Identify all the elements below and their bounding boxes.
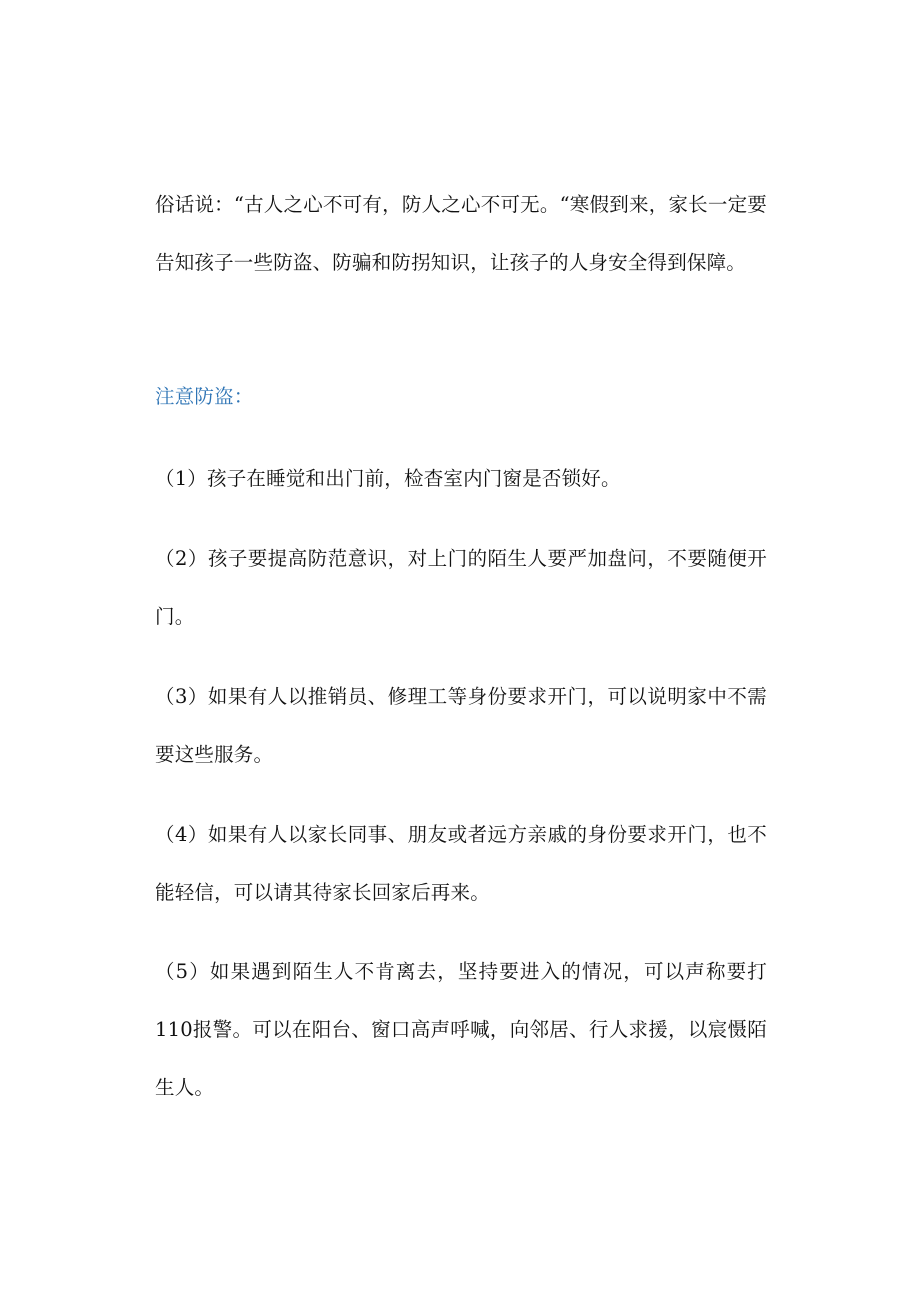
list-item-3: （3）如果有人以推销员、修理工等身份要求开门，可以说明家中不需要这些服务。 xyxy=(155,685,767,766)
section-heading: 注意防盗： xyxy=(155,385,254,408)
list-item-4: （4）如果有人以家长同事、朋友或者远方亲戚的身份要求开门，也不能轻信，可以请其待家长回家后再来。 xyxy=(155,823,767,904)
list-item-5: （5）如果遇到陌生人不肯离去，坚持要进入的情况，可以声称要打110报警。可以在阳台、窗口高声呼喊，向邻居、行人求援，以宸慑陌生人。 xyxy=(155,960,767,1099)
list-item-1: （1）孩子在睡觉和出门前，检杳室内门窗是否锁好。 xyxy=(155,467,621,490)
intro-paragraph: 俗话说：“古人之心不可有，防人之心不可无。“寒假到来，家长一定要告知孩子一些防盗、防骗和防拐知识，让孩子的人身安全得到保障。 xyxy=(155,193,767,274)
list-item-2: （2）孩子要提高防范意识，对上门的陌生人要严加盘问，不要随便开门。 xyxy=(155,547,767,628)
